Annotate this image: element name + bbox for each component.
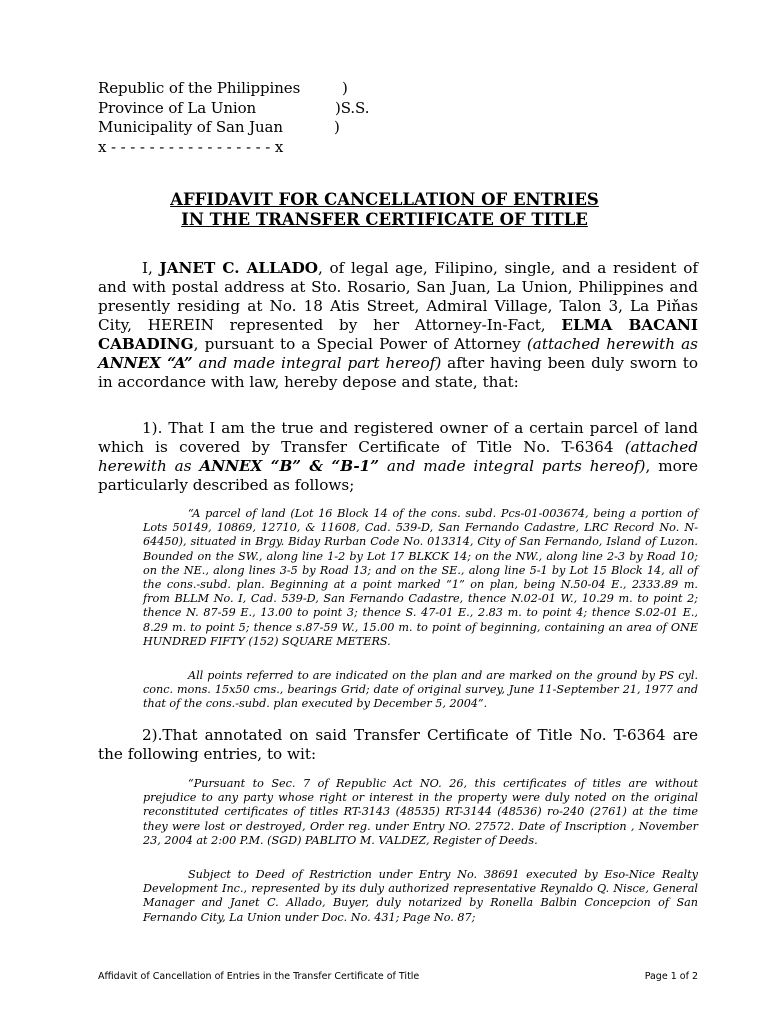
venue-paren-1: ) bbox=[342, 79, 348, 97]
affiant-name: JANET C. ALLADO bbox=[159, 259, 318, 277]
document-title bbox=[98, 190, 671, 230]
annex-a-label: ANNEX “A” bbox=[98, 354, 193, 372]
item-1-annex-pre: (attached herewith as bbox=[98, 438, 698, 475]
intro-annex-pre: (attached herewith as bbox=[526, 335, 698, 353]
annotation-entry-quote: “Pursuant to Sec. 7 of Republic Act NO. 26, this certificates of titles are without prejudice to any party whose right or interest in the property were duly noted on the original reconstituted certificates of titles RT-3143 (48535) RT-3144 (48536) ro-240 (2761) at the time they were lost or destroyed, Order reg. under Entry NO. 27572. Date of Inscription , November 23, 2004 at 2:00 P.M. (SGD) PABLITO M. VALDEZ, Register of Deeds. bbox=[143, 777, 698, 847]
attorney-in-fact-name: ELMA BACANI CABADING bbox=[98, 316, 698, 353]
title-line-2: IN THE TRANSFER CERTIFICATE OF TITLE bbox=[181, 210, 588, 229]
intro-paragraph bbox=[98, 259, 698, 392]
venue-line-separator bbox=[98, 138, 300, 158]
venue-block bbox=[98, 79, 370, 157]
intro-annex-post: and made integral part hereof) bbox=[192, 354, 442, 372]
item-2-paragraph: 2).That annotated on said Transfer Certificate of Title No. T-6364 are the following entries, to wit: bbox=[98, 726, 698, 763]
venue-separator-text: x - - - - - - - - - - - - - - - - - x bbox=[98, 137, 284, 156]
item-1-paragraph bbox=[98, 419, 698, 495]
item-1-text-2: , more particularly described as follows; bbox=[98, 457, 698, 494]
intro-text-4: after having been duly sworn to in accordance with law, hereby depose and state, that: bbox=[98, 354, 699, 391]
venue-line-province bbox=[98, 98, 370, 119]
annex-b-label: ANNEX “B” & “B-1” bbox=[199, 457, 379, 475]
deed-restriction-quote: Subject to Deed of Restriction under Entry No. 38691 executed by Eso-Nice Realty Development Inc., represented by its duly authorized representative Reynaldo Q. Nisce, General Manager and Janet C. Allado, Buyer, duly notarized by Ronella Balbin Concepcion of San Fernando City, La Union under Doc. No. 431; Page No. 87; bbox=[143, 868, 698, 924]
venue-paren-ss: )S.S. bbox=[335, 98, 370, 117]
venue-line-municipality bbox=[98, 118, 340, 138]
venue-paren-3: ) bbox=[334, 118, 340, 136]
land-description-quote: “A parcel of land (Lot 16 Block 14 of the cons. subd. Pcs-01-003674, being a portion of Lots 50149, 10869, 12710, & 11608, Cad. 539-D, San Fernando Cadastre, LRC Record No. N-64450), situated in Brgy. Biday Rurban Code No. 013314, City of San Fernando, Island of Luzon. Bounded on the SW., along line 1-2 by Lot 17 BLKCK 14; on the NW., along line 2-3 by Road 10; on the NE., along lines 3-5 by Road 13; and on the SE., along line 5-1 by Lot 15 Block 14, all of the cons.-subd. plan. Beginning at a point marked “1” on plan, being N.50-04 E., 2333.89 m. from BLLM No. I, Cad. 539-D, San Fernando Cadastre, thence N.02-01 W., 10.29 m. to point 2; thence N. 87-59 E., 13.00 to point 3; thence S. 47-01 E., 2.83 m. to point 4; thence S.02-01 E., 8.29 m. to point 5; thence s.87-59 W., 15.00 m. to point of beginning, containing an area of ONE HUNDRED FIFTY (152) SQUARE METERS. bbox=[143, 507, 698, 648]
venue-province-text: Province of La Union bbox=[98, 98, 257, 117]
venue-republic-text: Republic of the Philippines bbox=[98, 79, 301, 97]
title-line-1: AFFIDAVIT FOR CANCELLATION OF ENTRIES bbox=[170, 190, 599, 209]
survey-points-quote: All points referred to are indicated on the plan and are marked on the ground by PS cyl. conc. mons. 15x50 cms., bearings Grid; date of original survey, June 11-September 21, 1977 and that of the cons.-subd. plan executed by December 5, 2004”. bbox=[143, 669, 698, 711]
item-1-annex-post: and made integral parts hereof) bbox=[378, 457, 646, 475]
intro-text-1: I, bbox=[142, 259, 160, 277]
footer-document-title: Affidavit of Cancellation of Entries in the Transfer Certificate of Title bbox=[98, 971, 420, 982]
footer-page-number: Page 1 of 2 bbox=[644, 971, 698, 982]
venue-line-republic bbox=[98, 79, 348, 99]
intro-text-3: , pursuant to a Special Power of Attorney bbox=[193, 335, 527, 353]
venue-municipality-text: Municipality of San Juan bbox=[98, 118, 283, 136]
page-footer bbox=[98, 971, 698, 982]
item-1-text: 1). That I am the true and registered owner of a certain parcel of land which is covered by Transfer Certificate of Title No. T-6364 bbox=[98, 419, 698, 456]
intro-text-2: , of legal age, Filipino, single, and a resident of and with postal address at Sto. Rosario, San Juan, La Union, Philippines and presently residing at No. 18 Atis Street, Admiral Village, Talon 3, La Piňas City, HEREIN represented by her Attorney-In-Fact, bbox=[98, 259, 698, 334]
